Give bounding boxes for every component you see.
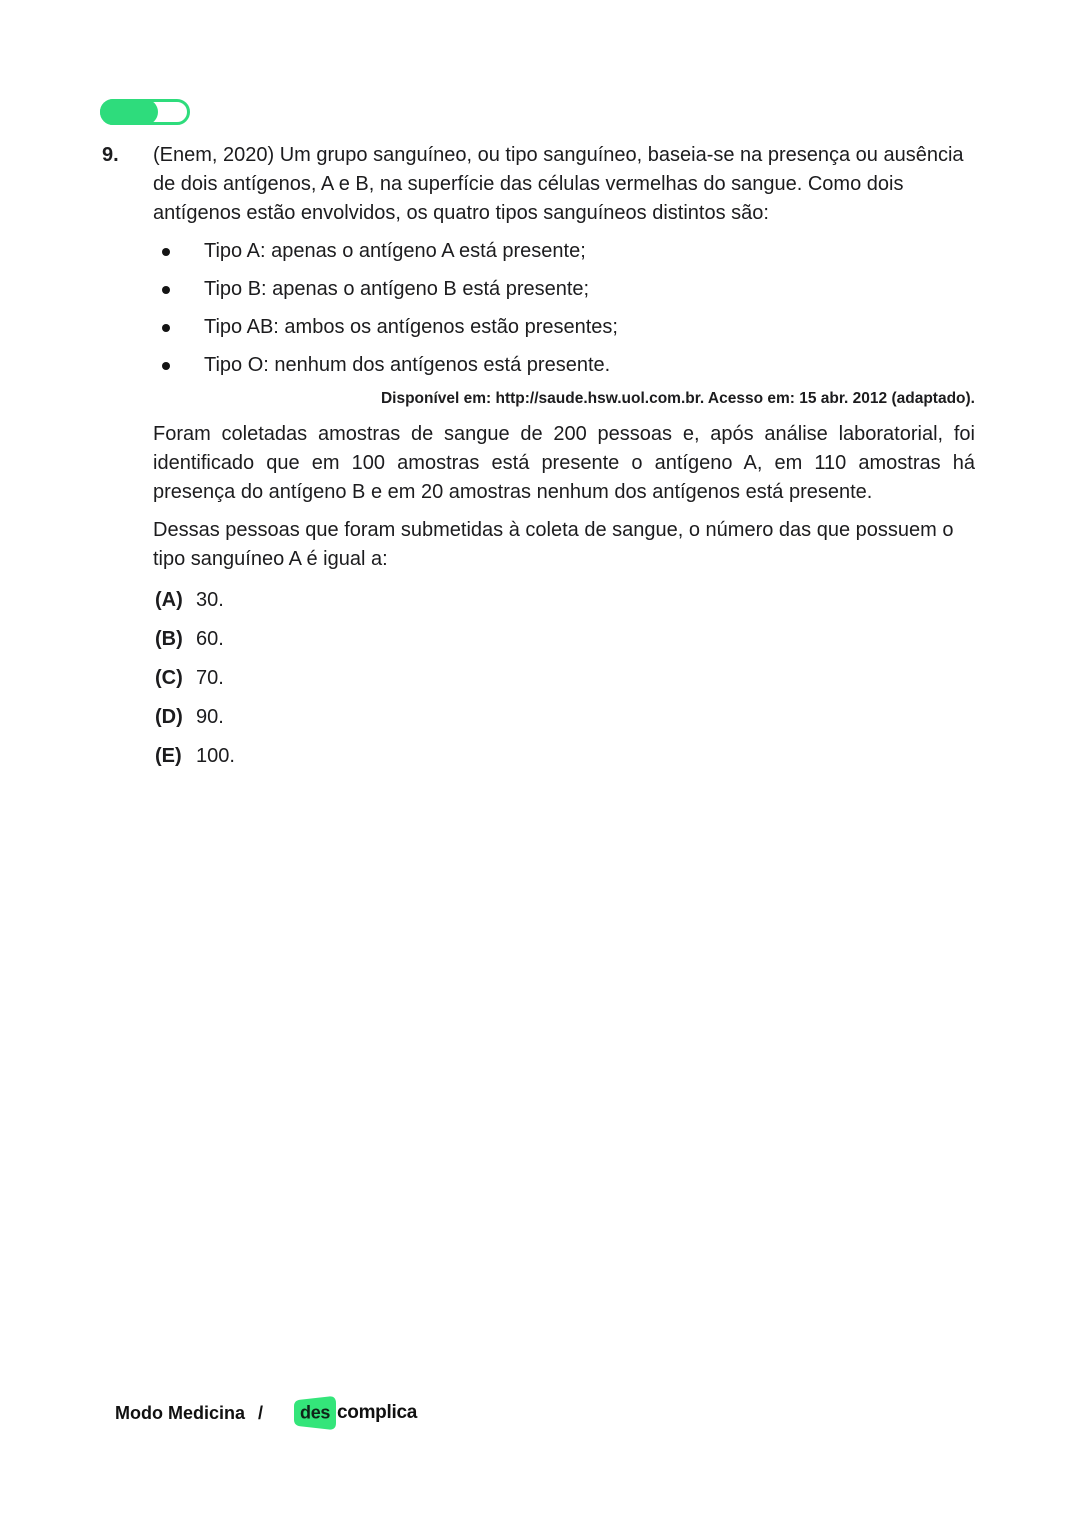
page-footer [115,1396,417,1430]
question-intro: (Enem, 2020) Um grupo sanguíneo, ou tipo sanguíneo, baseia-se na presença ou ausência de dois antígenos, A e B, na superfície das células vermelhas do sangue. Como dois antígenos estão envolvidos, os quatro tipos sanguíneos distintos são: [153,144,964,224]
logo-prefix-text: des [300,1402,331,1423]
list-item-text: Tipo O: nenhum dos antígenos está presente. [204,354,611,376]
bullet-icon [162,248,170,256]
descomplica-badge-icon [290,1396,336,1430]
option-value: 100. [196,745,235,767]
option-letter: (D) [155,706,183,728]
option-letter: (B) [155,628,183,650]
option-value: 30. [196,589,224,611]
answer-option-e [155,742,975,771]
option-value: 70. [196,667,224,689]
option-value: 60. [196,628,224,650]
list-item-text: Tipo A: apenas o antígeno A está presente; [204,240,586,262]
blood-type-list [153,237,975,380]
option-value: 90. [196,706,224,728]
question-prompt: Dessas pessoas que foram submetidas à coleta de sangue, o número das que possuem o tipo sanguíneo A é igual a: [153,519,954,570]
answer-option-d [155,703,975,732]
answer-option-a [155,586,975,615]
question-block [102,141,975,771]
bullet-icon [162,286,170,294]
toggle-fill-on [100,99,158,125]
question-number: 9. [102,144,119,166]
question-toggle[interactable] [100,99,190,125]
list-item [153,237,975,266]
answer-option-b [155,625,975,654]
list-item [153,351,975,380]
answer-options [155,586,975,771]
source-citation: Disponível em: http://saude.hsw.uol.com.br. Acesso em: 15 abr. 2012 (adaptado). [380,390,975,407]
list-item [153,275,975,304]
list-item [153,313,975,342]
question-statement: Foram coletadas amostras de sangue de 200 pessoas e, após análise laboratorial, foi identificado que em 100 amostras está presente o antígeno A, em 110 amostras há presença do antígeno B e em 20 amostras nenhum dos antígenos está presente. [153,423,975,503]
option-letter: (E) [155,745,182,767]
question-body [153,141,975,771]
answer-option-c [155,664,975,693]
bullet-icon [162,324,170,332]
list-item-text: Tipo AB: ambos os antígenos estão presentes; [204,316,618,338]
logo-suffix-text: complica [337,1402,417,1423]
descomplica-logo [290,1396,417,1430]
option-letter: (A) [155,589,183,611]
list-item-text: Tipo B: apenas o antígeno B está presente; [204,278,590,300]
footer-separator: / [258,1402,264,1423]
option-letter: (C) [155,667,183,689]
bullet-icon [162,362,170,370]
footer-brand-text: Modo Medicina [115,1402,245,1423]
